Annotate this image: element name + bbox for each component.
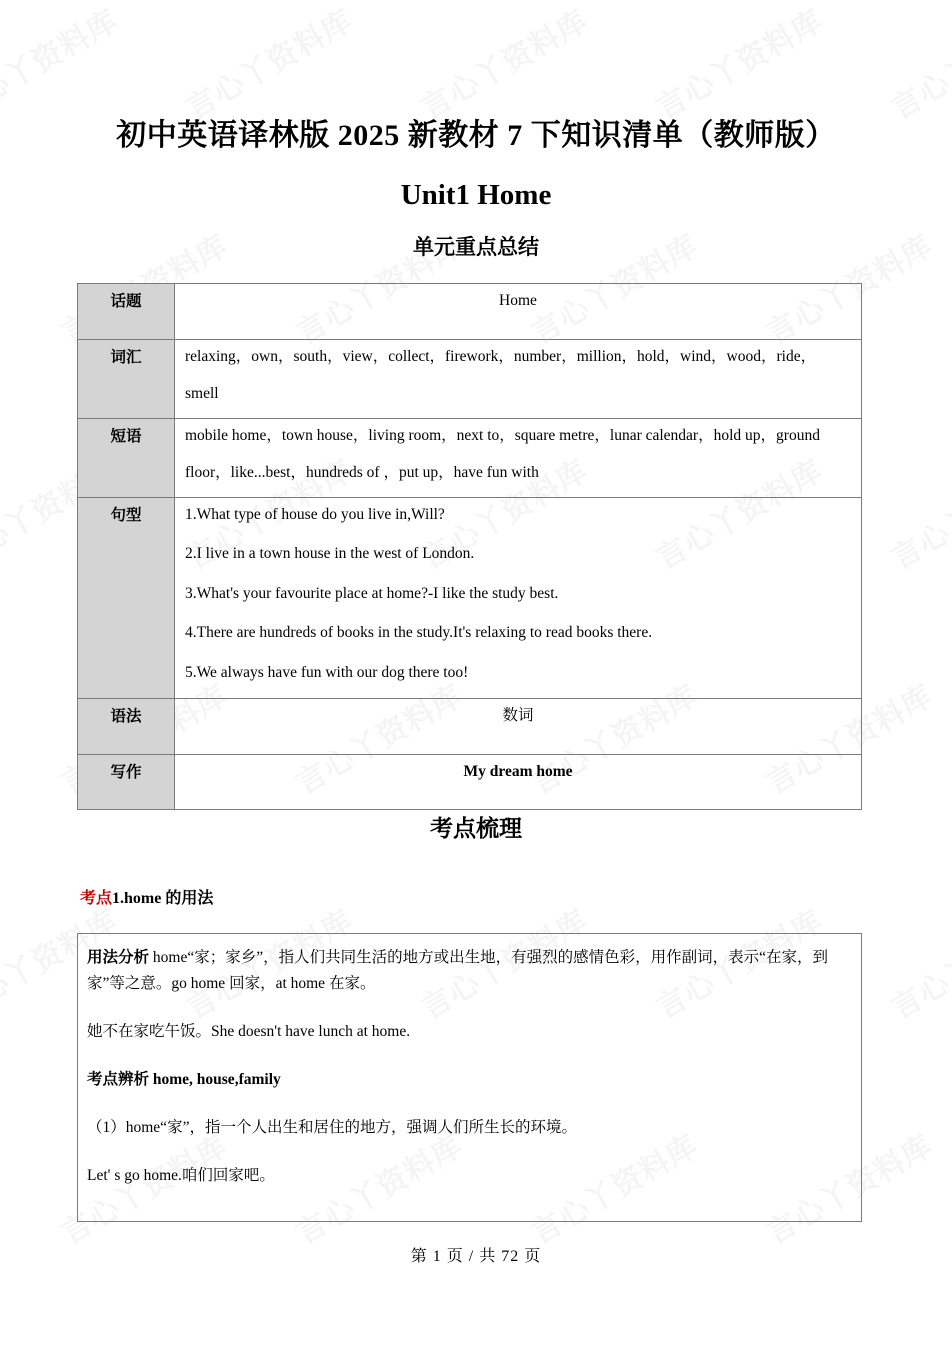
- kaodian-section-heading: 考点梳理: [430, 816, 522, 841]
- table-row: [78, 418, 862, 497]
- analysis-paragraph-text: 她不在家吃午饭。She doesn't have lunch at home.: [87, 1023, 411, 1041]
- cell-line: 1.What type of house do you live in,Will?: [185, 505, 445, 523]
- row-label-cell: 词汇: [78, 339, 175, 418]
- analysis-paragraph: [87, 1067, 852, 1093]
- analysis-paragraph: [87, 1163, 852, 1189]
- cell-line: Home: [499, 292, 537, 309]
- cell-line: relaxing，own，south，view，collect，firework，number，million，hold，wind，wood，ride，: [185, 347, 817, 365]
- row-value-cell: [175, 418, 862, 497]
- row-label-cell: 短语: [78, 418, 175, 497]
- unit-summary-table: [77, 283, 862, 810]
- section-subtitle: 单元重点总结: [413, 234, 539, 259]
- page-title: 初中英语译林版 2025 新教材 7 下知识清单（教师版）: [116, 119, 836, 152]
- table-row: [78, 699, 862, 755]
- analysis-paragraph: [87, 945, 852, 997]
- kaodian-label-red: 考点: [80, 890, 113, 907]
- row-value-cell: [175, 754, 862, 810]
- row-label-cell: 句型: [78, 497, 175, 699]
- table-row: [78, 284, 862, 340]
- page-footer: 第 1 页 / 共 72 页: [410, 1248, 542, 1265]
- analysis-paragraph-text: home“家；家乡”，指人们共同生活的地方或出生地，有强烈的感情色彩，用作副词，表示“在家，到家”等之意。go home 回家，at home 在家。: [87, 949, 828, 993]
- cell-line: floor，like...best，hundreds of ，put up，have fun with: [185, 464, 539, 481]
- analysis-paragraph-text: Let' s go home.咱们回家吧。: [87, 1167, 275, 1185]
- kaodian-item-heading: [80, 885, 213, 908]
- cell-line: smell: [185, 385, 219, 402]
- analysis-paragraph-lead: 用法分析: [87, 949, 150, 966]
- analysis-paragraph: [87, 1019, 852, 1045]
- row-value-cell: [175, 699, 862, 755]
- kaodian-label-black: 1.home 的用法: [112, 890, 214, 907]
- row-label-cell: 话题: [78, 284, 175, 340]
- cell-line: 4.There are hundreds of books in the study.It's relaxing to read books there.: [185, 624, 653, 641]
- cell-line: My dream home: [463, 762, 573, 780]
- row-label-cell: 写作: [78, 754, 175, 810]
- table-row: [78, 754, 862, 810]
- table-row: [78, 339, 862, 418]
- summary-table-body: [78, 284, 862, 810]
- cell-line: 数词: [502, 707, 534, 724]
- row-value-cell: [175, 497, 862, 699]
- analysis-paragraph-text: （1）home“家”，指一个人出生和居住的地方，强调人们所生长的环境。: [87, 1119, 577, 1137]
- cell-line: mobile home，town house，living room，next to，square metre，lunar calendar，hold up，ground: [185, 426, 820, 444]
- analysis-paragraph-lead: 考点辨析 home, house,family: [87, 1071, 281, 1089]
- row-value-cell: [175, 284, 862, 340]
- analysis-box: [77, 933, 862, 1222]
- unit-title: Unit1 Home: [400, 179, 552, 211]
- analysis-paragraph: [87, 1115, 852, 1141]
- cell-line: 2.I live in a town house in the west of London.: [185, 545, 475, 562]
- row-value-cell: [175, 339, 862, 418]
- summary-table-wrapper: [77, 283, 862, 810]
- analysis-box-body: [87, 945, 852, 1189]
- table-row: [78, 497, 862, 699]
- row-label-cell: 语法: [78, 699, 175, 755]
- cell-line: 3.What's your favourite place at home?-I like the study best.: [185, 584, 559, 602]
- cell-line: 5.We always have fun with our dog there too!: [185, 663, 469, 681]
